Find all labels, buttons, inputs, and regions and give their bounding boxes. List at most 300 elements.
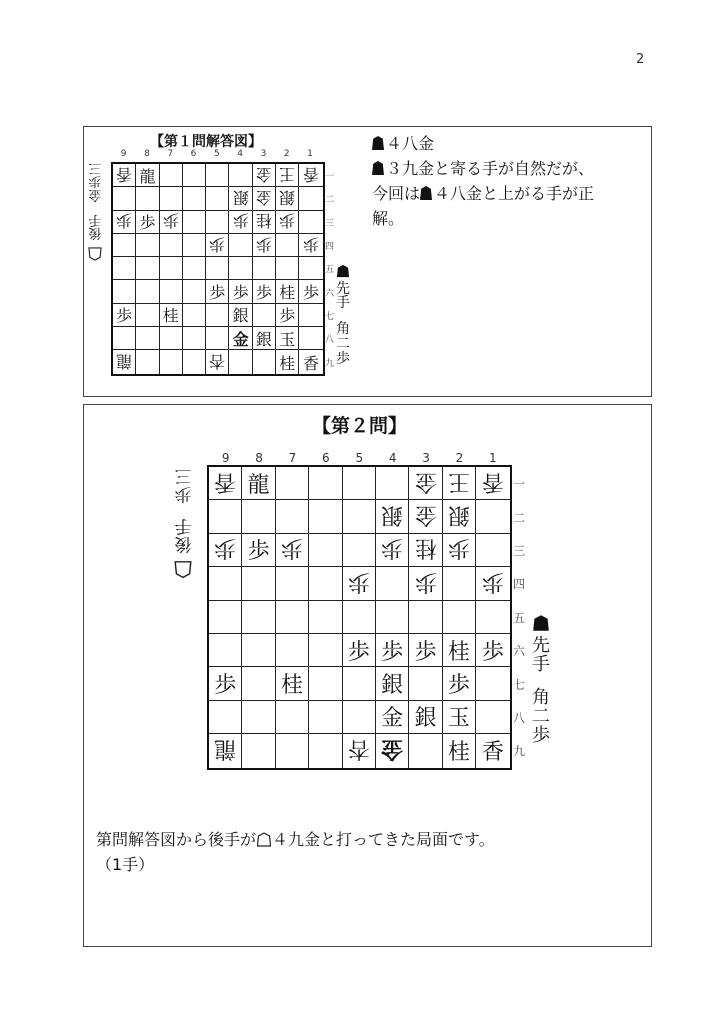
- board-square[interactable]: [209, 634, 242, 667]
- sente-piece-icon: [372, 136, 384, 150]
- board-square[interactable]: [309, 500, 342, 533]
- board-square[interactable]: [476, 534, 509, 567]
- board-square[interactable]: [376, 667, 409, 700]
- column-label: 8: [144, 149, 150, 159]
- gote-piece: 王: [447, 468, 470, 494]
- board-square[interactable]: [160, 350, 183, 373]
- board-square[interactable]: [183, 280, 206, 303]
- board-square[interactable]: [183, 257, 206, 280]
- board-square[interactable]: [299, 257, 322, 280]
- board-square[interactable]: [242, 701, 275, 734]
- column-label: 1: [307, 149, 313, 159]
- board-square[interactable]: [206, 304, 229, 327]
- board-square[interactable]: [276, 667, 309, 700]
- board-square[interactable]: [136, 211, 159, 234]
- gote-mark-icon: [174, 556, 192, 579]
- board-square[interactable]: [276, 350, 299, 373]
- problem2-board: [207, 465, 512, 770]
- sente-hand-piece-char: 二: [336, 335, 350, 352]
- sente-piece: 玉: [447, 706, 470, 732]
- board-square[interactable]: [253, 234, 276, 257]
- sente-hand-label-char: 先: [336, 280, 350, 297]
- board-square[interactable]: [206, 164, 229, 187]
- board-square[interactable]: [443, 567, 476, 600]
- board-square[interactable]: [409, 534, 442, 567]
- board-square[interactable]: [343, 634, 376, 667]
- board-square[interactable]: [160, 257, 183, 280]
- board-square[interactable]: [206, 280, 229, 303]
- board-square[interactable]: [242, 534, 275, 567]
- board-square[interactable]: [136, 350, 159, 373]
- column-label: 5: [213, 149, 220, 159]
- gote-piece: 銀: [381, 502, 404, 528]
- sente-piece: 歩: [214, 673, 237, 699]
- board-square[interactable]: [242, 734, 275, 767]
- board-square[interactable]: [443, 601, 476, 634]
- row-label: 一: [513, 477, 526, 492]
- board-square[interactable]: [160, 280, 183, 303]
- board-square[interactable]: [276, 211, 299, 234]
- board-square[interactable]: [476, 567, 509, 600]
- board-square[interactable]: [443, 667, 476, 700]
- gote-hand-label-char: 後: [174, 533, 192, 554]
- sente-hand-piece-char: 二: [532, 705, 550, 727]
- board-square[interactable]: [113, 327, 136, 350]
- row-label: 二: [513, 510, 526, 525]
- gote-piece: 金: [414, 502, 437, 528]
- board-square[interactable]: [409, 500, 442, 533]
- board-square[interactable]: [242, 634, 275, 667]
- sente-hand-piece-char: 角: [532, 687, 550, 709]
- gote-hand-label-char: 手: [88, 211, 102, 227]
- gote-piece: 歩: [303, 234, 320, 254]
- board-square[interactable]: [276, 234, 299, 257]
- board-square[interactable]: [299, 234, 322, 257]
- question-line-2: （1手）: [96, 855, 155, 874]
- problem1-column-labels: [112, 149, 322, 159]
- board-square[interactable]: [276, 327, 299, 350]
- sente-hand-piece-char: 角: [336, 321, 350, 338]
- board-square[interactable]: [242, 567, 275, 600]
- board-square[interactable]: [229, 234, 252, 257]
- sente-piece: 桂: [447, 639, 470, 665]
- gote-piece: 歩: [255, 234, 272, 254]
- gote-piece: 香: [116, 164, 133, 184]
- sente-piece: 歩: [279, 306, 296, 326]
- board-square[interactable]: [229, 164, 252, 187]
- board-square[interactable]: [136, 304, 159, 327]
- sente-piece: 歩: [481, 639, 504, 665]
- board-square[interactable]: [309, 701, 342, 734]
- board-square[interactable]: [409, 467, 442, 500]
- board-square[interactable]: [476, 701, 509, 734]
- board-square[interactable]: [376, 734, 409, 767]
- board-square[interactable]: [113, 280, 136, 303]
- sente-piece: 銀: [255, 329, 272, 349]
- explanation-line-2: [372, 181, 644, 206]
- board-square[interactable]: [443, 634, 476, 667]
- column-label: 9: [221, 451, 230, 465]
- column-label: 7: [167, 149, 174, 159]
- board-square[interactable]: [376, 500, 409, 533]
- problem1-board: [111, 162, 325, 376]
- board-square[interactable]: [160, 211, 183, 234]
- board-square[interactable]: [136, 280, 159, 303]
- row-label: 九: [513, 744, 526, 759]
- board-square[interactable]: [253, 280, 276, 303]
- board-square[interactable]: [276, 734, 309, 767]
- sente-hand-label-char: 先: [532, 634, 550, 656]
- sente-piece-icon: [420, 186, 432, 200]
- gote-piece: 歩: [447, 535, 470, 561]
- board-square[interactable]: [183, 304, 206, 327]
- board-square[interactable]: [253, 187, 276, 210]
- board-square[interactable]: [136, 234, 159, 257]
- board-square[interactable]: [276, 257, 299, 280]
- column-label: 5: [355, 451, 364, 465]
- board-square[interactable]: [242, 500, 275, 533]
- board-square[interactable]: [136, 187, 159, 210]
- gote-piece: 金: [414, 468, 437, 494]
- board-square[interactable]: [309, 534, 342, 567]
- sente-piece: 香: [481, 740, 504, 766]
- sente-piece: 銀: [381, 673, 404, 699]
- board-square[interactable]: [343, 467, 376, 500]
- board-square[interactable]: [409, 601, 442, 634]
- gote-piece: 銀: [232, 187, 249, 207]
- board-square[interactable]: [229, 187, 252, 210]
- row-label: 八: [325, 335, 335, 346]
- board-square[interactable]: [160, 304, 183, 327]
- board-square[interactable]: [376, 534, 409, 567]
- gote-piece: 銀: [279, 187, 296, 207]
- sente-mark-icon: [336, 264, 350, 282]
- board-square[interactable]: [299, 280, 322, 303]
- board-square[interactable]: [443, 500, 476, 533]
- board-square[interactable]: [476, 467, 509, 500]
- board-square[interactable]: [409, 634, 442, 667]
- board-square[interactable]: [206, 327, 229, 350]
- board-square[interactable]: [476, 667, 509, 700]
- gote-piece: 歩: [347, 568, 370, 594]
- column-label: 4: [388, 451, 397, 465]
- gote-piece: 歩: [162, 211, 179, 231]
- board-square[interactable]: [343, 567, 376, 600]
- column-label: 3: [260, 149, 267, 159]
- column-label: 4: [237, 149, 243, 159]
- gote-piece: 杏: [209, 351, 226, 371]
- board-square[interactable]: [206, 350, 229, 373]
- sente-hand-piece-char: 歩: [532, 724, 550, 746]
- board-square[interactable]: [309, 601, 342, 634]
- explanation-text-2a: 今回は: [372, 184, 421, 203]
- board-square[interactable]: [242, 467, 275, 500]
- problem2-column-labels: [209, 451, 510, 465]
- row-label: 七: [513, 677, 526, 692]
- board-square[interactable]: [443, 534, 476, 567]
- board-square[interactable]: [276, 187, 299, 210]
- board-square[interactable]: [113, 234, 136, 257]
- question-line-1: [96, 827, 495, 852]
- board-square[interactable]: [253, 327, 276, 350]
- board-square[interactable]: [160, 164, 183, 187]
- sente-piece: 歩: [247, 539, 270, 565]
- page-number: 2: [636, 52, 645, 67]
- sente-piece: 龍: [247, 472, 270, 498]
- board-square[interactable]: [160, 234, 183, 257]
- column-label: 7: [288, 451, 297, 465]
- board-square[interactable]: [276, 280, 299, 303]
- board-square[interactable]: [276, 467, 309, 500]
- board-square[interactable]: [309, 634, 342, 667]
- board-square[interactable]: [343, 667, 376, 700]
- gote-mark-icon: [88, 243, 102, 261]
- board-square[interactable]: [209, 467, 242, 500]
- board-square[interactable]: [299, 350, 322, 373]
- board-square[interactable]: [409, 567, 442, 600]
- question-text-1b: ４九金と打ってきた局面です。: [272, 830, 495, 849]
- board-square[interactable]: [209, 534, 242, 567]
- gote-piece: 歩: [381, 535, 404, 561]
- board-square[interactable]: [376, 634, 409, 667]
- sente-piece: 歩: [303, 283, 320, 303]
- answer-move-line: [372, 131, 644, 156]
- board-square[interactable]: [309, 667, 342, 700]
- board-square[interactable]: [299, 187, 322, 210]
- gote-piece: 桂: [414, 535, 437, 561]
- row-label: 四: [325, 242, 335, 253]
- board-square[interactable]: [309, 467, 342, 500]
- sente-piece: 金: [232, 329, 249, 349]
- board-square[interactable]: [113, 187, 136, 210]
- board-square[interactable]: [113, 257, 136, 280]
- board-square[interactable]: [376, 567, 409, 600]
- board-square[interactable]: [253, 257, 276, 280]
- explanation-line-1: [372, 156, 644, 181]
- board-square[interactable]: [253, 164, 276, 187]
- problem1-title: 【第１問解答図】: [150, 134, 262, 150]
- problem2-row-labels: [513, 467, 525, 768]
- board-square[interactable]: [376, 601, 409, 634]
- row-label: 四: [513, 577, 526, 592]
- gote-piece: 杏: [347, 736, 370, 762]
- board-square[interactable]: [206, 234, 229, 257]
- board-square[interactable]: [209, 701, 242, 734]
- board-square[interactable]: [443, 734, 476, 767]
- problem1-explanation: [372, 131, 644, 231]
- problem1-gote-hand: [88, 160, 102, 261]
- sente-piece: 龍: [139, 166, 156, 186]
- board-square[interactable]: [160, 187, 183, 210]
- board-square[interactable]: [229, 211, 252, 234]
- board-square[interactable]: [309, 567, 342, 600]
- problem1-row-labels: [325, 164, 334, 374]
- gote-piece: 歩: [414, 568, 437, 594]
- board-square[interactable]: [476, 734, 509, 767]
- board-square[interactable]: [183, 350, 206, 373]
- row-label: 一: [325, 172, 335, 183]
- gote-piece: 歩: [214, 535, 237, 561]
- board-square[interactable]: [136, 257, 159, 280]
- gote-piece: 香: [214, 468, 237, 494]
- board-square[interactable]: [183, 327, 206, 350]
- board-square[interactable]: [276, 164, 299, 187]
- board-square[interactable]: [242, 601, 275, 634]
- board-square[interactable]: [443, 701, 476, 734]
- board-square[interactable]: [276, 567, 309, 600]
- column-label: 3: [422, 451, 430, 465]
- board-square[interactable]: [242, 667, 275, 700]
- gote-piece: 金: [255, 164, 272, 184]
- gote-hand-piece-char: 歩: [88, 173, 102, 189]
- row-label: 五: [325, 265, 335, 276]
- board-square[interactable]: [276, 601, 309, 634]
- board-square[interactable]: [183, 211, 206, 234]
- board-square[interactable]: [229, 350, 252, 373]
- row-label: 二: [325, 195, 335, 206]
- gote-hand-piece-char: 三: [88, 159, 102, 175]
- board-square[interactable]: [276, 534, 309, 567]
- gote-piece: 金: [381, 736, 404, 763]
- board-square[interactable]: [309, 734, 342, 767]
- row-label: 七: [325, 311, 335, 322]
- sente-piece: 歩: [381, 639, 404, 665]
- board-square[interactable]: [136, 164, 159, 187]
- board-square[interactable]: [343, 601, 376, 634]
- sente-piece: 香: [303, 353, 320, 373]
- board-square[interactable]: [183, 234, 206, 257]
- board-square[interactable]: [209, 601, 242, 634]
- gote-piece: 歩: [209, 234, 226, 254]
- board-square[interactable]: [409, 667, 442, 700]
- board-square[interactable]: [183, 164, 206, 187]
- problem2-gote-hand: [174, 466, 192, 579]
- board-square[interactable]: [229, 327, 252, 350]
- problem2-question: [96, 827, 495, 877]
- board-square[interactable]: [276, 634, 309, 667]
- column-label: 1: [489, 451, 497, 465]
- board-square[interactable]: [343, 701, 376, 734]
- board-square[interactable]: [253, 304, 276, 327]
- board-square[interactable]: [113, 304, 136, 327]
- board-square[interactable]: [206, 211, 229, 234]
- column-label: 9: [120, 149, 127, 159]
- board-square[interactable]: [343, 734, 376, 767]
- board-square[interactable]: [160, 327, 183, 350]
- board-square[interactable]: [343, 534, 376, 567]
- column-label: 2: [283, 149, 290, 159]
- board-square[interactable]: [229, 257, 252, 280]
- sente-piece: 桂: [279, 353, 296, 373]
- sente-piece: 桂: [279, 283, 296, 303]
- row-label: 三: [325, 218, 335, 229]
- board-square[interactable]: [343, 500, 376, 533]
- board-square[interactable]: [136, 327, 159, 350]
- gote-piece: 桂: [255, 211, 272, 231]
- board-square[interactable]: [299, 164, 322, 187]
- gote-piece: 香: [481, 468, 504, 494]
- row-label: 六: [325, 288, 335, 299]
- column-label: 2: [455, 451, 464, 465]
- board-square[interactable]: [253, 350, 276, 373]
- explanation-text-1: ３九金と寄る手が自然だが、: [386, 159, 595, 178]
- board-square[interactable]: [409, 734, 442, 767]
- board-square[interactable]: [113, 164, 136, 187]
- board-square[interactable]: [113, 211, 136, 234]
- sente-piece: 金: [381, 706, 404, 732]
- board-square[interactable]: [376, 467, 409, 500]
- problem2-title: 【第２問】: [312, 415, 408, 437]
- sente-piece: 歩: [447, 673, 470, 699]
- board-square[interactable]: [409, 701, 442, 734]
- board-square[interactable]: [299, 327, 322, 350]
- sente-piece: 玉: [279, 329, 296, 349]
- board-square[interactable]: [209, 734, 242, 767]
- gote-piece: 歩: [280, 535, 303, 561]
- explanation-line-3: 解。: [372, 209, 405, 228]
- sente-piece-icon: [372, 161, 384, 175]
- sente-mark-icon: [532, 614, 550, 637]
- gote-piece: 金: [255, 187, 272, 207]
- row-label: 五: [513, 610, 526, 625]
- board-square[interactable]: [476, 500, 509, 533]
- gote-hand-label-char: 手: [174, 515, 192, 536]
- board-square[interactable]: [476, 634, 509, 667]
- board-square[interactable]: [376, 701, 409, 734]
- board-square[interactable]: [299, 211, 322, 234]
- sente-piece: 歩: [209, 283, 226, 303]
- board-square[interactable]: [229, 280, 252, 303]
- question-text-1a: 第問解答図から後手が: [96, 830, 257, 849]
- board-square[interactable]: [276, 304, 299, 327]
- sente-piece: 銀: [414, 706, 437, 732]
- column-label: 6: [190, 149, 197, 159]
- board-square[interactable]: [113, 350, 136, 373]
- gote-piece: 銀: [447, 502, 470, 528]
- row-label: 八: [513, 710, 526, 725]
- row-label: 六: [513, 644, 526, 659]
- sente-piece: 歩: [116, 306, 133, 326]
- sente-hand-label-char: 手: [336, 295, 350, 312]
- sente-piece: 桂: [447, 740, 470, 766]
- gote-piece: 歩: [116, 211, 133, 231]
- board-square[interactable]: [209, 667, 242, 700]
- gote-piece: 歩: [279, 211, 296, 231]
- gote-piece: 王: [279, 164, 296, 184]
- board-square[interactable]: [443, 467, 476, 500]
- board-square[interactable]: [229, 304, 252, 327]
- board-square[interactable]: [209, 500, 242, 533]
- sente-piece: 銀: [232, 306, 249, 326]
- problem1-sente-hand: [336, 264, 350, 366]
- gote-piece: 歩: [481, 568, 504, 594]
- board-square[interactable]: [276, 701, 309, 734]
- board-square[interactable]: [206, 187, 229, 210]
- sente-piece: 桂: [280, 673, 303, 699]
- gote-piece: 龍: [214, 736, 237, 762]
- explanation-text-2b: ４八金と上がる手が正: [434, 184, 595, 203]
- board-square[interactable]: [206, 257, 229, 280]
- board-square[interactable]: [253, 211, 276, 234]
- board-square[interactable]: [299, 304, 322, 327]
- board-square[interactable]: [276, 500, 309, 533]
- row-label: 九: [325, 358, 335, 369]
- board-square[interactable]: [476, 601, 509, 634]
- board-square[interactable]: [183, 187, 206, 210]
- board-square[interactable]: [209, 567, 242, 600]
- gote-hand-piece-char: 三: [174, 465, 192, 486]
- gote-piece: 歩: [232, 211, 249, 231]
